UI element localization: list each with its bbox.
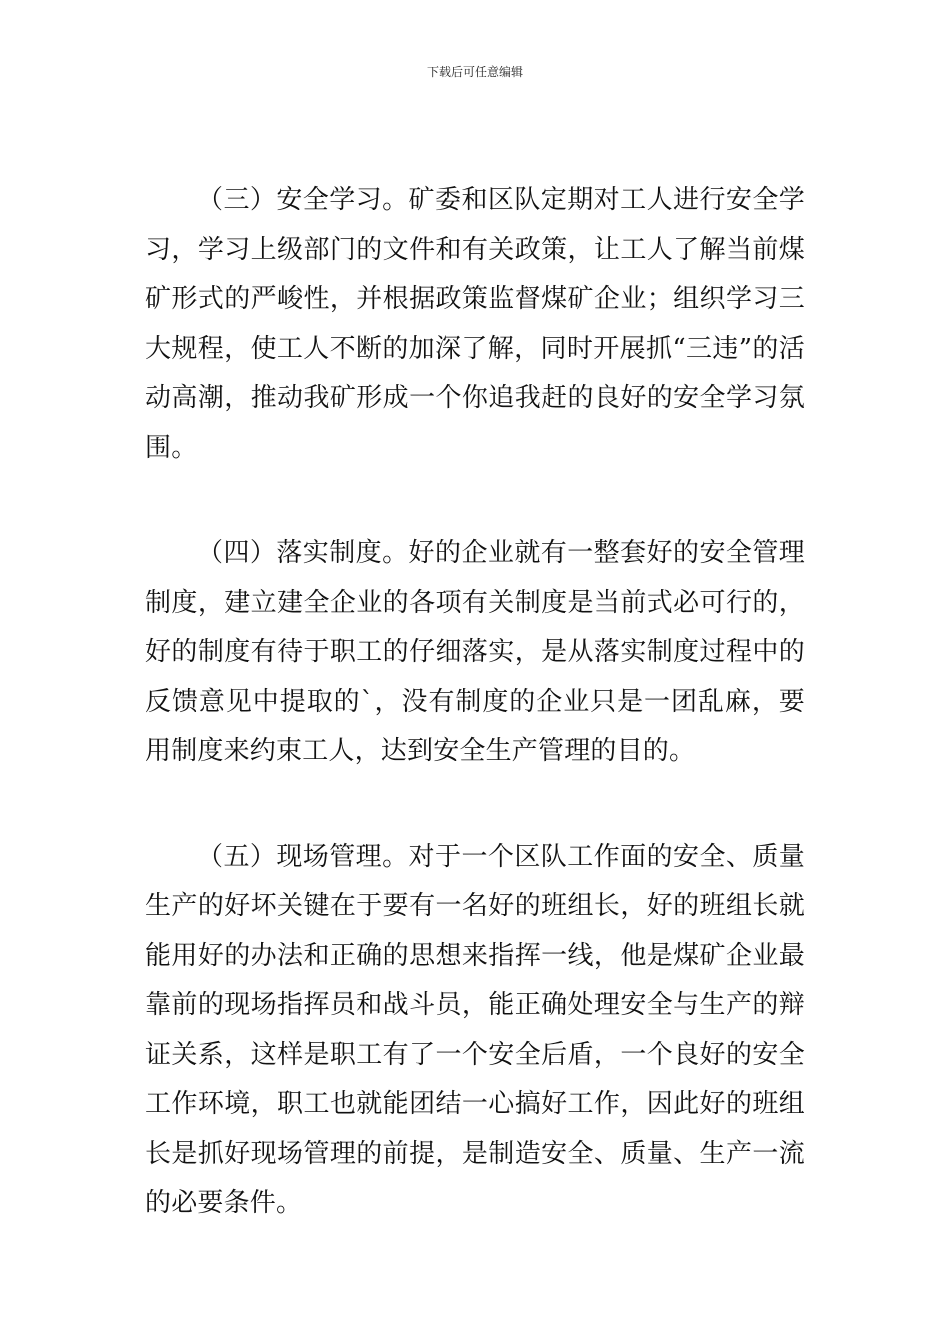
paragraph-safety-study: （三）安全学习。矿委和区队定期对工人进行安全学习，学习上级部门的文件和有关政策，让工人了解当前煤矿形式的严峻性，并根据政策监督煤矿企业；组织学习三大规程，使工人不断的加深了解，同时开展抓“三违”的活动高潮，推动我矿形成一个你追我赶的良好的安全学习氛围。 <box>145 185 805 463</box>
document-body <box>145 176 805 1229</box>
paragraph-site-management: （五）现场管理。对于一个区队工作面的安全、质量生产的好坏关键在于要有一名好的班组长，好的班组长就能用好的办法和正确的思想来指挥一线，他是煤矿企业最靠前的现场指挥员和战斗员，能正确处理安全与生产的辩证关系，这样是职工有了一个安全后盾，一个良好的安全工作环境，职工也就能团结一心搞好工作，因此好的班组长是抓好现场管理的前提，是制造安全、质量、生产一流的必要条件。 <box>145 841 805 1218</box>
page-header: 下载后可任意编辑 <box>426 65 523 79</box>
paragraph-implement-system: （四）落实制度。好的企业就有一整套好的安全管理制度，建立建全企业的各项有关制度是当前式必可行的，好的制度有待于职工的仔细落实，是从落实制度过程中的反馈意见中提取的`，没有制度的企业只是一团乱麻，要用制度来约束工人，达到安全生产管理的目的。 <box>145 538 805 766</box>
